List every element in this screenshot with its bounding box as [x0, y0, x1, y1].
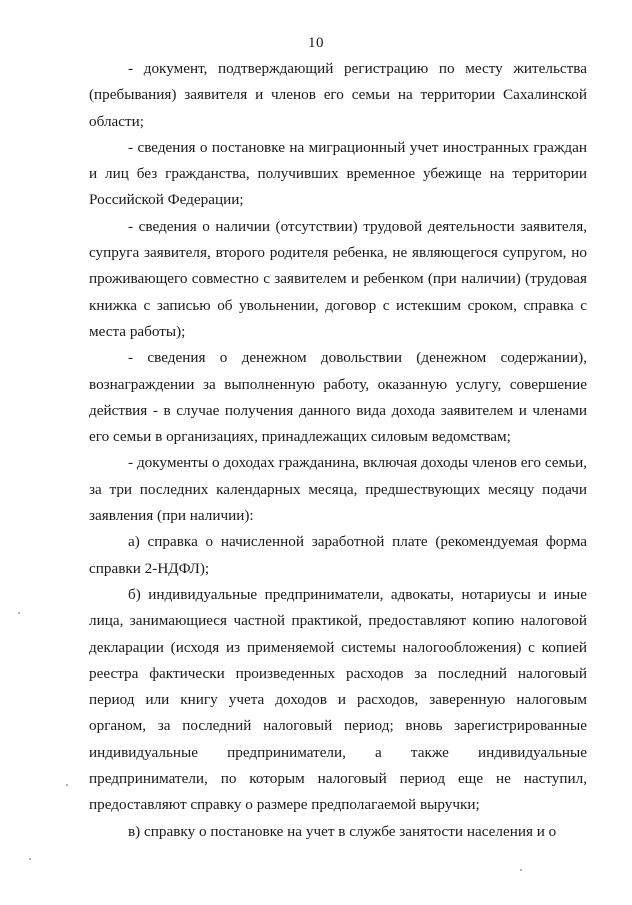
paragraph-registration-document: - документ, подтверждающий регистрацию по месту жительства (пребывания) заявителя и членов его семьи на территории Сахалинской области;	[89, 60, 587, 130]
paragraph-migration-registration: - сведения о постановке на миграционный учет иностранных граждан и лиц без гражданства, получивших временное убежище на территории Российской Федерации;	[89, 138, 587, 209]
page-number: 10	[308, 35, 324, 51]
paragraph-income-documents: - документы о доходах гражданина, включая доходы членов его семьи, за три последних календарных месяца, предшествующих месяцу подачи заявления (при наличии):	[89, 454, 587, 525]
paragraph-employment-info: - сведения о наличии (отсутствии) трудовой деятельности заявителя, супруга заявителя, второго родителя ребенка, не являющегося супругом, но проживающего совместно с заявителем и ребенком (при наличии) (трудовая книжка с записью об увольнении, договор с истекшим сроком, справка с места работы);	[89, 217, 587, 340]
scan-speck	[18, 612, 20, 614]
scan-speck	[29, 858, 31, 860]
paragraph-monetary-allowance: - сведения о денежном довольствии (денежном содержании), вознаграждении за выполненную работу, оказанную услугу, совершение действия - в случае получения данного вида дохода заявителем и членами его семьи в организациях, принадлежащих силовым ведомствам;	[89, 349, 587, 446]
paragraph-item-b-entrepreneurs: б) индивидуальные предприниматели, адвокаты, нотариусы и иные лица, занимающиеся частной практикой, предоставляют копию налоговой декларации (исходя из применяемой системы налогообложения) с копией реестра фактически произведенных расходов за последний налоговый период или книгу учета доходов и расходов, заверенную налоговым органом, за последний налоговый период; вновь зарегистрированные индивидуальные предприниматели, а также индивидуальные предприниматели, по которым налоговый период еще не наступил, предоставляют справку о размере предполагаемой выручки;	[89, 585, 587, 814]
scan-speck	[520, 869, 522, 871]
paragraph-item-c-employment-service: в) справку о постановке на учет в службе занятости населения и о	[128, 822, 557, 840]
paragraph-item-a-salary-certificate: а) справка о начисленной заработной плате (рекомендуемая форма справки 2-НДФЛ);	[89, 533, 587, 577]
scan-speck	[66, 784, 68, 786]
document-body	[89, 56, 587, 845]
